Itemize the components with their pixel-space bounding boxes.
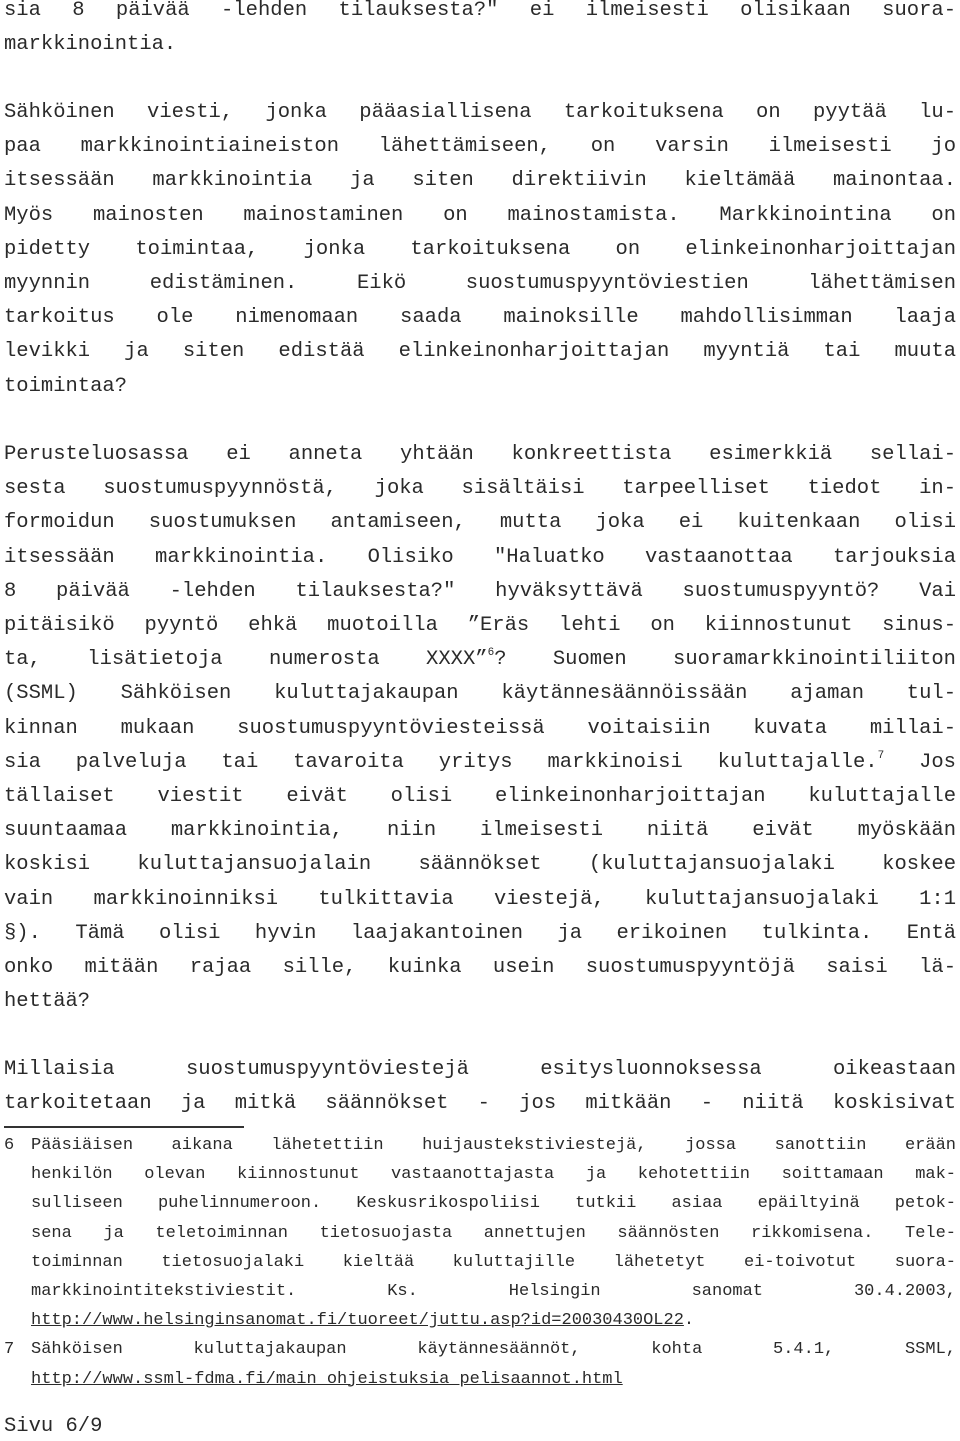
text-line: itsessään markkinointia ja siten direktiivin kieltämää mainontaa. [4,169,956,193]
paragraph-request-message [4,96,956,404]
footnotes [4,1131,956,1394]
text-line: Perusteluosassa ei anneta yhtään konkreettista esimerkkiä sellai- [4,443,956,466]
ssml-link[interactable]: http://www.ssml-fdma.fi/main_ohjeistuksia_pelisaannot.html [31,1369,623,1389]
text-line: markkinointia. [4,33,177,57]
text-line: Myös mainosten mainostaminen on mainostamista. Markkinointina on [4,203,956,227]
text-line: itsessään markkinointia. Olisiko "Haluatko vastaanottaa tarjouksia [4,545,956,569]
footnote-ref-6[interactable]: 6 [487,647,495,660]
footnote-line: markkinointitekstiviestit. Ks. Helsingin sanomat 30.4.2003, [31,1282,956,1302]
text-line: (SSML) Sähköisen kuluttajakaupan käytännesäännöissään ajaman tul- [4,682,956,706]
footnote-line: sulliseen puhelinnumeroon. Keskusrikospoliisi tutkii asiaa epäiltyinä petok- [31,1194,956,1214]
footnote-line: Sähköisen kuluttajakaupan käytännesäännöt, kohta 5.4.1, SSML, [31,1340,956,1360]
text-line: sia 8 päivää -lehden tilauksesta?" ei ilmeisesti olisikaan suora- [4,0,956,22]
text-fragment: Jos [884,750,956,774]
text-line: sesta suostumuspyynnöstä, joka sisältäisi tarpeelliset tiedot in- [4,477,956,501]
footnote-body [31,1335,956,1393]
text-line-with-footnote-ref [4,746,956,780]
footnote-line: henkilön olevan kiinnostunut vastaanottajasta ja kehotettiin soittamaan mak- [31,1165,956,1185]
helsingin-sanomat-link[interactable]: http://www.helsinginsanomat.fi/tuoreet/juttu.asp?id=20030430OL22 [31,1311,684,1331]
text-line: vain markkinoinniksi tulkittavia viestejä, kuluttajansuojalaki 1:1 [4,887,956,911]
footnote-divider [4,1126,244,1128]
footnote-line: sena ja teletoiminnan tietosuojasta annettujen säännösten rikkomisena. Tele- [31,1223,956,1243]
footnote-7 [4,1335,956,1393]
text-line: kinnan mukaan suostumuspyyntöviesteissä voitaisiin kuvata millai- [4,716,956,740]
footnote-body [31,1131,956,1335]
footnote-number: 7 [4,1340,15,1360]
text-line: myynnin edistäminen. Eikö suostumuspyyntöviestien lähettämisen [4,272,956,296]
paragraph-continuation [4,0,956,62]
text-line: formoidun suostumuksen antamiseen, mutta joka ei kuitenkaan olisi [4,511,956,535]
text-line: tällaiset viestit eivät olisi elinkeinonharjoittajan kuluttajalle [4,785,956,809]
footnote-link-line [31,1365,956,1394]
text-line: toimintaa? [4,374,128,398]
footnote-link-line [31,1306,956,1335]
text-line: onko mitään rajaa sille, kuinka usein suostumuspyyntöjä saisi lä- [4,956,956,980]
footnote-punctuation: . [683,1311,695,1331]
text-line: Millaisia suostumuspyyntöviestejä esitysluonnoksessa oikeastaan [4,1058,956,1081]
footnote-line: toiminnan tietosuojalaki kieltää kuluttajille lähetetyt ei-toivotut suora- [31,1252,956,1272]
footnote-ref-7[interactable]: 7 [877,749,885,762]
text-line-with-footnote-ref [4,643,956,677]
text-line: Sähköinen viesti, jonka pääasiallisena tarkoituksena on pyytää lu- [4,101,956,124]
text-fragment: ta, lisätietoja numerosta XXXX” [4,648,488,672]
text-line: pidetty toimintaa, jonka tarkoituksena on elinkeinonharjoittajan [4,237,956,261]
text-line: tarkoitus ole nimenomaan saada mainoksille mahdollisimman laaja [4,306,956,330]
page-number: Sivu 6/9 [4,1415,103,1438]
footnote-6 [4,1131,956,1335]
text-line: pitäisikö pyyntö ehkä muotoilla ”Eräs lehti on kiinnostunut sinus- [4,614,956,638]
text-line: hettää? [4,990,91,1014]
paragraph-question [4,1053,956,1121]
text-fragment: sia palveluja tai tavaroita yritys markkinoisi kuluttajalle. [4,750,878,774]
text-line: koskisi kuluttajansuojalain säännökset (kuluttajansuojalaki koskee [4,853,956,877]
text-line: suuntaamaa markkinointia, niin ilmeisesti niitä eivät myöskään [4,819,956,843]
text-line: tarkoitetaan ja mitkä säännökset - jos mitkään - niitä koskisivat [4,1092,956,1116]
text-line: levikki ja siten edistää elinkeinonharjoittajan myyntiä tai muuta [4,340,956,364]
text-line: §). Tämä olisi hyvin laajakantoinen ja erikoinen tulkinta. Entä [4,921,956,945]
text-line: 8 päivää -lehden tilauksesta?" hyväksyttävä suostumuspyyntö? Vai [4,579,956,603]
footnote-line: Pääsiäisen aikana lähetettiin huijaustekstiviestejä, jossa sanottiin erään [31,1136,956,1155]
text-fragment: ? Suomen suoramarkkinointiliiton [494,648,956,672]
text-line: paa markkinointiaineiston lähettämiseen, on varsin ilmeisesti jo [4,135,956,159]
paragraph-justification [4,438,956,1019]
footnote-number: 6 [4,1136,15,1155]
